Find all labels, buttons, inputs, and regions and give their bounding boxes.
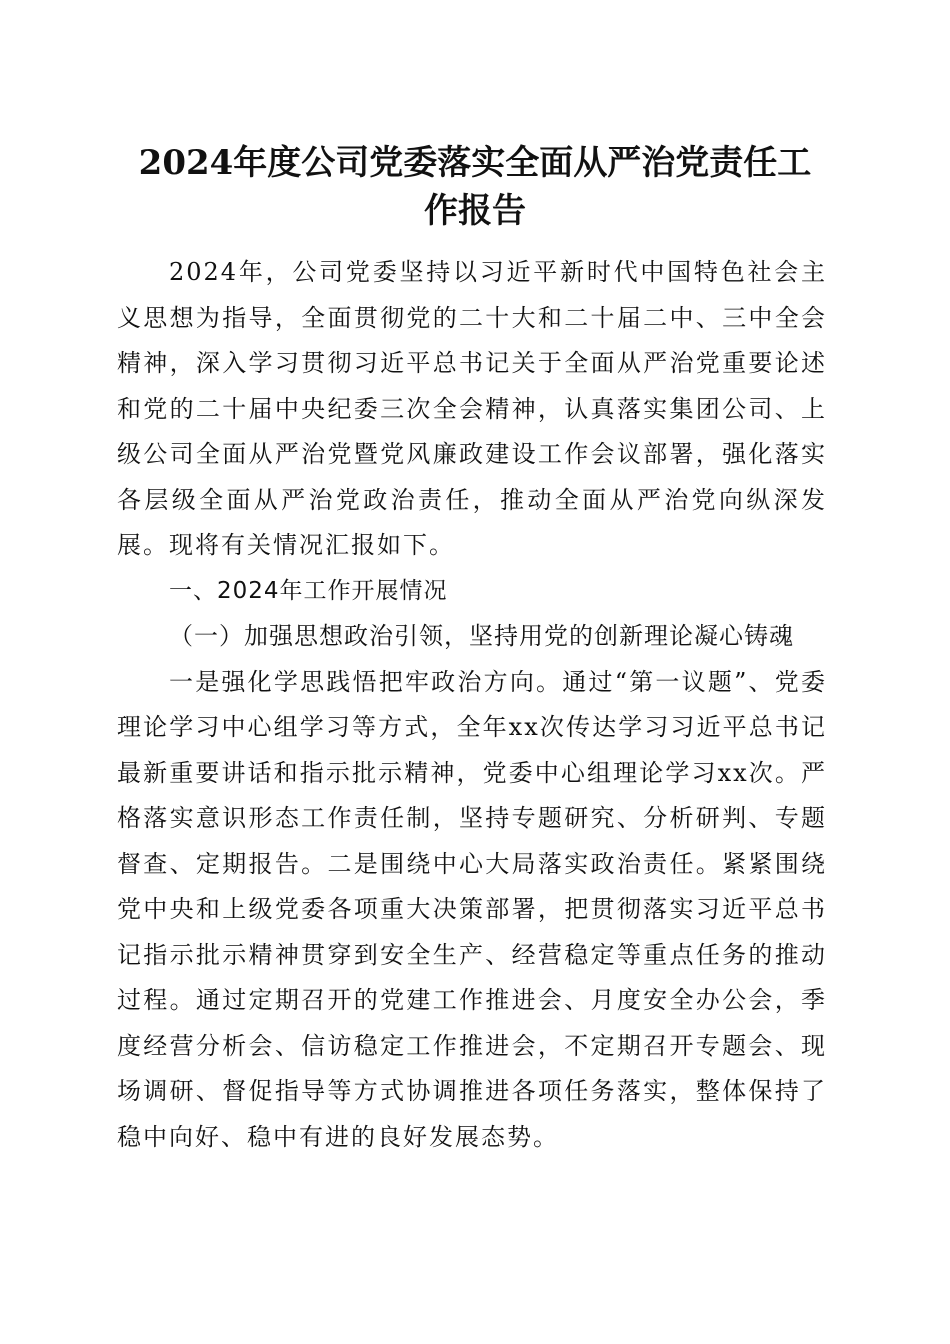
document-body [117, 250, 827, 1160]
body-paragraph: 一是强化学思践悟把牢政治方向。通过“第一议题”、党委理论学习中心组学习等方式，全年xx次传达学习习近平总书记最新重要讲话和指示批示精神，党委中心组理论学习xx次。严格落实意识形态工作责任制，坚持专题研究、分析研判、专题督查、定期报告。二是围绕中心大局落实政治责任。紧紧围绕党中央和上级党委各项重大决策部署，把贯彻落实习近平总书记指示批示精神贯穿到安全生产、经营稳定等重点任务的推动过程。通过定期召开的党建工作推进会、月度安全办公会，季度经营分析会、信访稳定工作推进会，不定期召开专题会、现场调研、督促指导等方式协调推进各项任务落实，整体保持了稳中向好、稳中有进的良好发展态势。 [117, 667, 827, 1151]
intro-paragraph: 2024年，公司党委坚持以习近平新时代中国特色社会主义思想为指导，全面贯彻党的二十大和二十届二中、三中全会精神，深入学习贯彻习近平总书记关于全面从严治党重要论述和党的二十届中央纪委三次全会精神，认真落实集团公司、上级公司全面从严治党暨党风廉政建设工作会议部署，强化落实各层级全面从严治党政治责任，推动全面从严治党向纵深发展。现将有关情况汇报如下。 [117, 258, 827, 559]
section-heading: 一、2024年工作开展情况 [169, 577, 448, 604]
subsection-heading: （一）加强思想政治引领，坚持用党的创新理论凝心铸魂 [169, 622, 794, 650]
document-title-line-2: 作报告 [424, 191, 526, 231]
document-title-line-1: 2024年度公司党委落实全面从严治党责任工 [138, 143, 812, 183]
